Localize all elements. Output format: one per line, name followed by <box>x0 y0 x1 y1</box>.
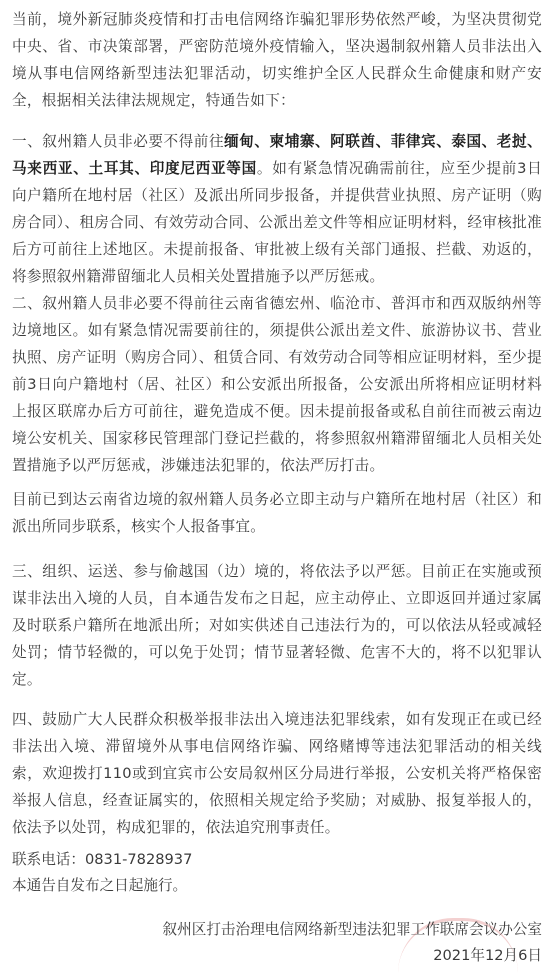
section-1-paragraph <box>12 128 542 290</box>
section-4-paragraph: 四、鼓励广大人民群众积极举报非法出入境违法犯罪线索，如有发现正在或已经非法出入境、滞留境外从事电信网络诈骗、网络赌博等违法犯罪活动的相关线索，欢迎拨打110或到宜宾市公安局叙州区分局进行举报，公安机关将严格保密举报人信息，经查证属实的，依照相关规定给予奖励；对威胁、报复举报人的，依法予以处罚，构成犯罪的，依法追究刑事责任。 <box>12 711 542 836</box>
intro-paragraph: 当前，境外新冠肺炎疫情和打击电信网络诈骗犯罪形势依然严峻，为坚决贯彻党中央、省、市决策部署，严密防范境外疫情输入，坚决遏制叙州籍人员非法出入境从事电信网络新型违法犯罪活动，切实维护全区人民群众生命健康和财产安全，根据相关法律法规规定，特通告如下： <box>12 11 542 109</box>
section-2-paragraph: 二、叙州籍人员非必要不得前往云南省德宏州、临沧市、普洱市和西双版纳州等边境地区。如有紧急情况需要前往的，须提供公派出差文件、旅游协议书、营业执照、房产证明（购房合同）、租赁合同、有效劳动合同等相应证明材料，至少提前3日向户籍地村（居、社区）和公安派出所报备，公安派出所将相应证明材料上报区联席办后方可前往，避免造成不便。因未提前报备或私自前往而被云南边境公安机关、国家移民管理部门登记拦截的，将参照叙州籍滞留缅北人员相关处置措施予以严厉惩戒，涉嫌违法犯罪的，依法严厉打击。 <box>12 295 542 474</box>
section-3-paragraph: 三、组织、运送、参与偷越国（边）境的，将依法予以严惩。目前正在实施或预谋非法出入境的人员，自本通告发布之日起，应主动停止、立即返回并通过家属及时联系户籍所在地派出所；对如实供述自己违法行为的，可以依法从轻或减轻处罚；情节轻微的，可以免于处罚；情节显著轻微、危害不大的，将不以犯罪认定。 <box>12 563 542 688</box>
border-notice-paragraph: 目前已到达云南省边境的叙州籍人员务必立即主动与户籍所在地村居（社区）和派出所同步联系，核实个人报备事宜。 <box>12 491 542 535</box>
issue-date: 2021年12月6日 <box>433 947 542 964</box>
section-1-countries: 缅甸、柬埔寨、阿联酋、菲律宾、泰国、老挝、马来西亚、土耳其、印度尼西亚等国 <box>12 133 542 177</box>
section-1-prefix: 一、叙州籍人员非必要不得前往 <box>12 133 225 150</box>
issuer-signature: 叙州区打击治理电信网络新型违法犯罪工作联席会议办公室 <box>162 921 542 938</box>
effective-statement: 本通告自发布之日起施行。 <box>12 877 188 894</box>
section-1-body: 。如有紧急情况确需前往，应至少提前3日向户籍所在地村居（社区）及派出所同步报备，并提供营业执照、房产证明（购房合同）、租房合同、有效劳动合同、公派出差文件等相应证明材料，经审核批准后方可前往上述地区。未提前报备、审批被上级有关部门通报、拦截、劝返的，将参照叙州籍滞留缅北人员相关处置措施予以严厉惩戒。 <box>12 160 542 285</box>
contact-phone: 联系电话：0831-7828937 <box>12 851 193 868</box>
